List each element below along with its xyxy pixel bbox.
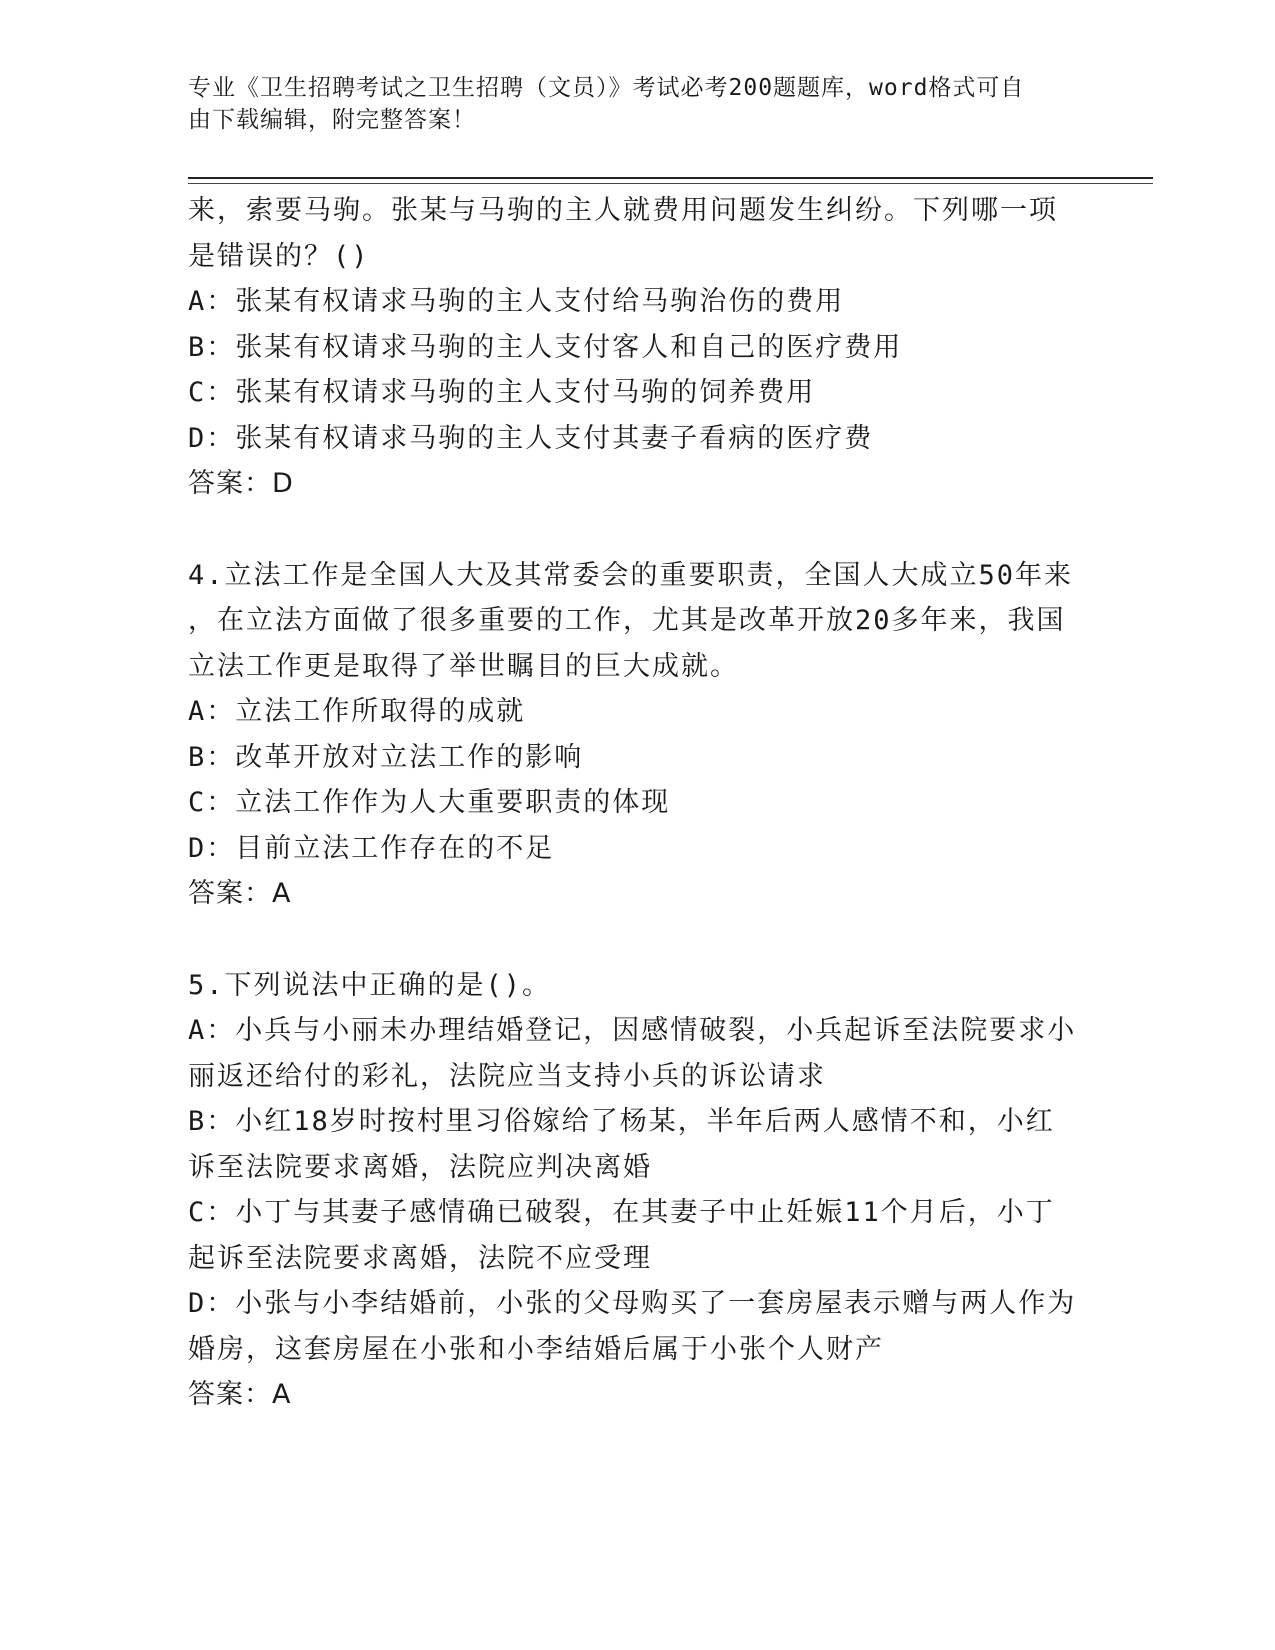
option-b: B：改革开放对立法工作的影响 [188,741,584,773]
option-b: B：张某有权请求马驹的主人支付客人和自己的医疗费用 [188,331,903,363]
question-stem-line: 来，索要马驹。张某与马驹的主人就费用问题发生纠纷。下列哪一项 [188,195,1058,226]
option-c: C：小丁与其妻子感情确已破裂，在其妻子中止妊娠11个月后，小丁 [188,1197,1055,1228]
option-c: C：张某有权请求马驹的主人支付马驹的饲养费用 [188,377,816,408]
question-5 [188,963,1088,1418]
spacer [188,917,1088,963]
option-d: D：张某有权请求马驹的主人支付其妻子看病的医疗费 [188,422,874,454]
document-body [188,188,1088,1418]
header-rule-thick [188,177,1153,179]
question-stem-line: 4.立法工作是全国人大及其常委会的重要职责，全国人大成立50年来 [188,559,1074,591]
document-header [188,72,1068,136]
option-d: D：小张与小李结婚前，小张的父母购买了一套房屋表示赠与两人作为 [188,1288,1077,1319]
header-line-2: 由下载编辑，附完整答案！ [188,107,476,133]
option-a: A：张某有权请求马驹的主人支付给马驹治伤的费用 [188,286,845,317]
question-stem-line: 是错误的？() [188,240,370,272]
question-stem-line: ，在立法方面做了很多重要的工作，尤其是改革开放20多年来，我国 [188,605,1066,636]
option-d-continued: 婚房，这套房屋在小张和小李结婚后属于小张个人财产 [188,1333,884,1365]
option-a: A：立法工作所取得的成就 [188,696,526,727]
answer: 答案：A [188,878,292,909]
question-3 [188,188,1088,507]
option-c: C：立法工作作为人大重要职责的体现 [188,787,671,818]
question-4 [188,553,1088,917]
option-a: A：小兵与小丽未办理结婚登记，因感情破裂，小兵起诉至法院要求小 [188,1015,1077,1046]
question-stem-line: 5.下列说法中正确的是()。 [188,969,552,1001]
option-b-continued: 诉至法院要求离婚，法院应判决离婚 [188,1151,652,1183]
answer: 答案：D [188,468,294,499]
question-stem-line: 立法工作更是取得了举世瞩目的巨大成就。 [188,650,739,682]
option-c-continued: 起诉至法院要求离婚，法院不应受理 [188,1242,652,1274]
option-b: B：小红18岁时按村里习俗嫁给了杨某，半年后两人感情不和，小红 [188,1106,1055,1137]
option-d: D：目前立法工作存在的不足 [188,832,555,864]
answer: 答案：A [188,1379,292,1410]
spacer [188,507,1088,553]
header-line-1: 专业《卫生招聘考试之卫生招聘（文员）》考试必考200题题库，word格式可自 [188,75,1025,101]
header-rule-thin [188,183,1153,184]
option-a-continued: 丽返还给付的彩礼，法院应当支持小兵的诉讼请求 [188,1060,826,1092]
